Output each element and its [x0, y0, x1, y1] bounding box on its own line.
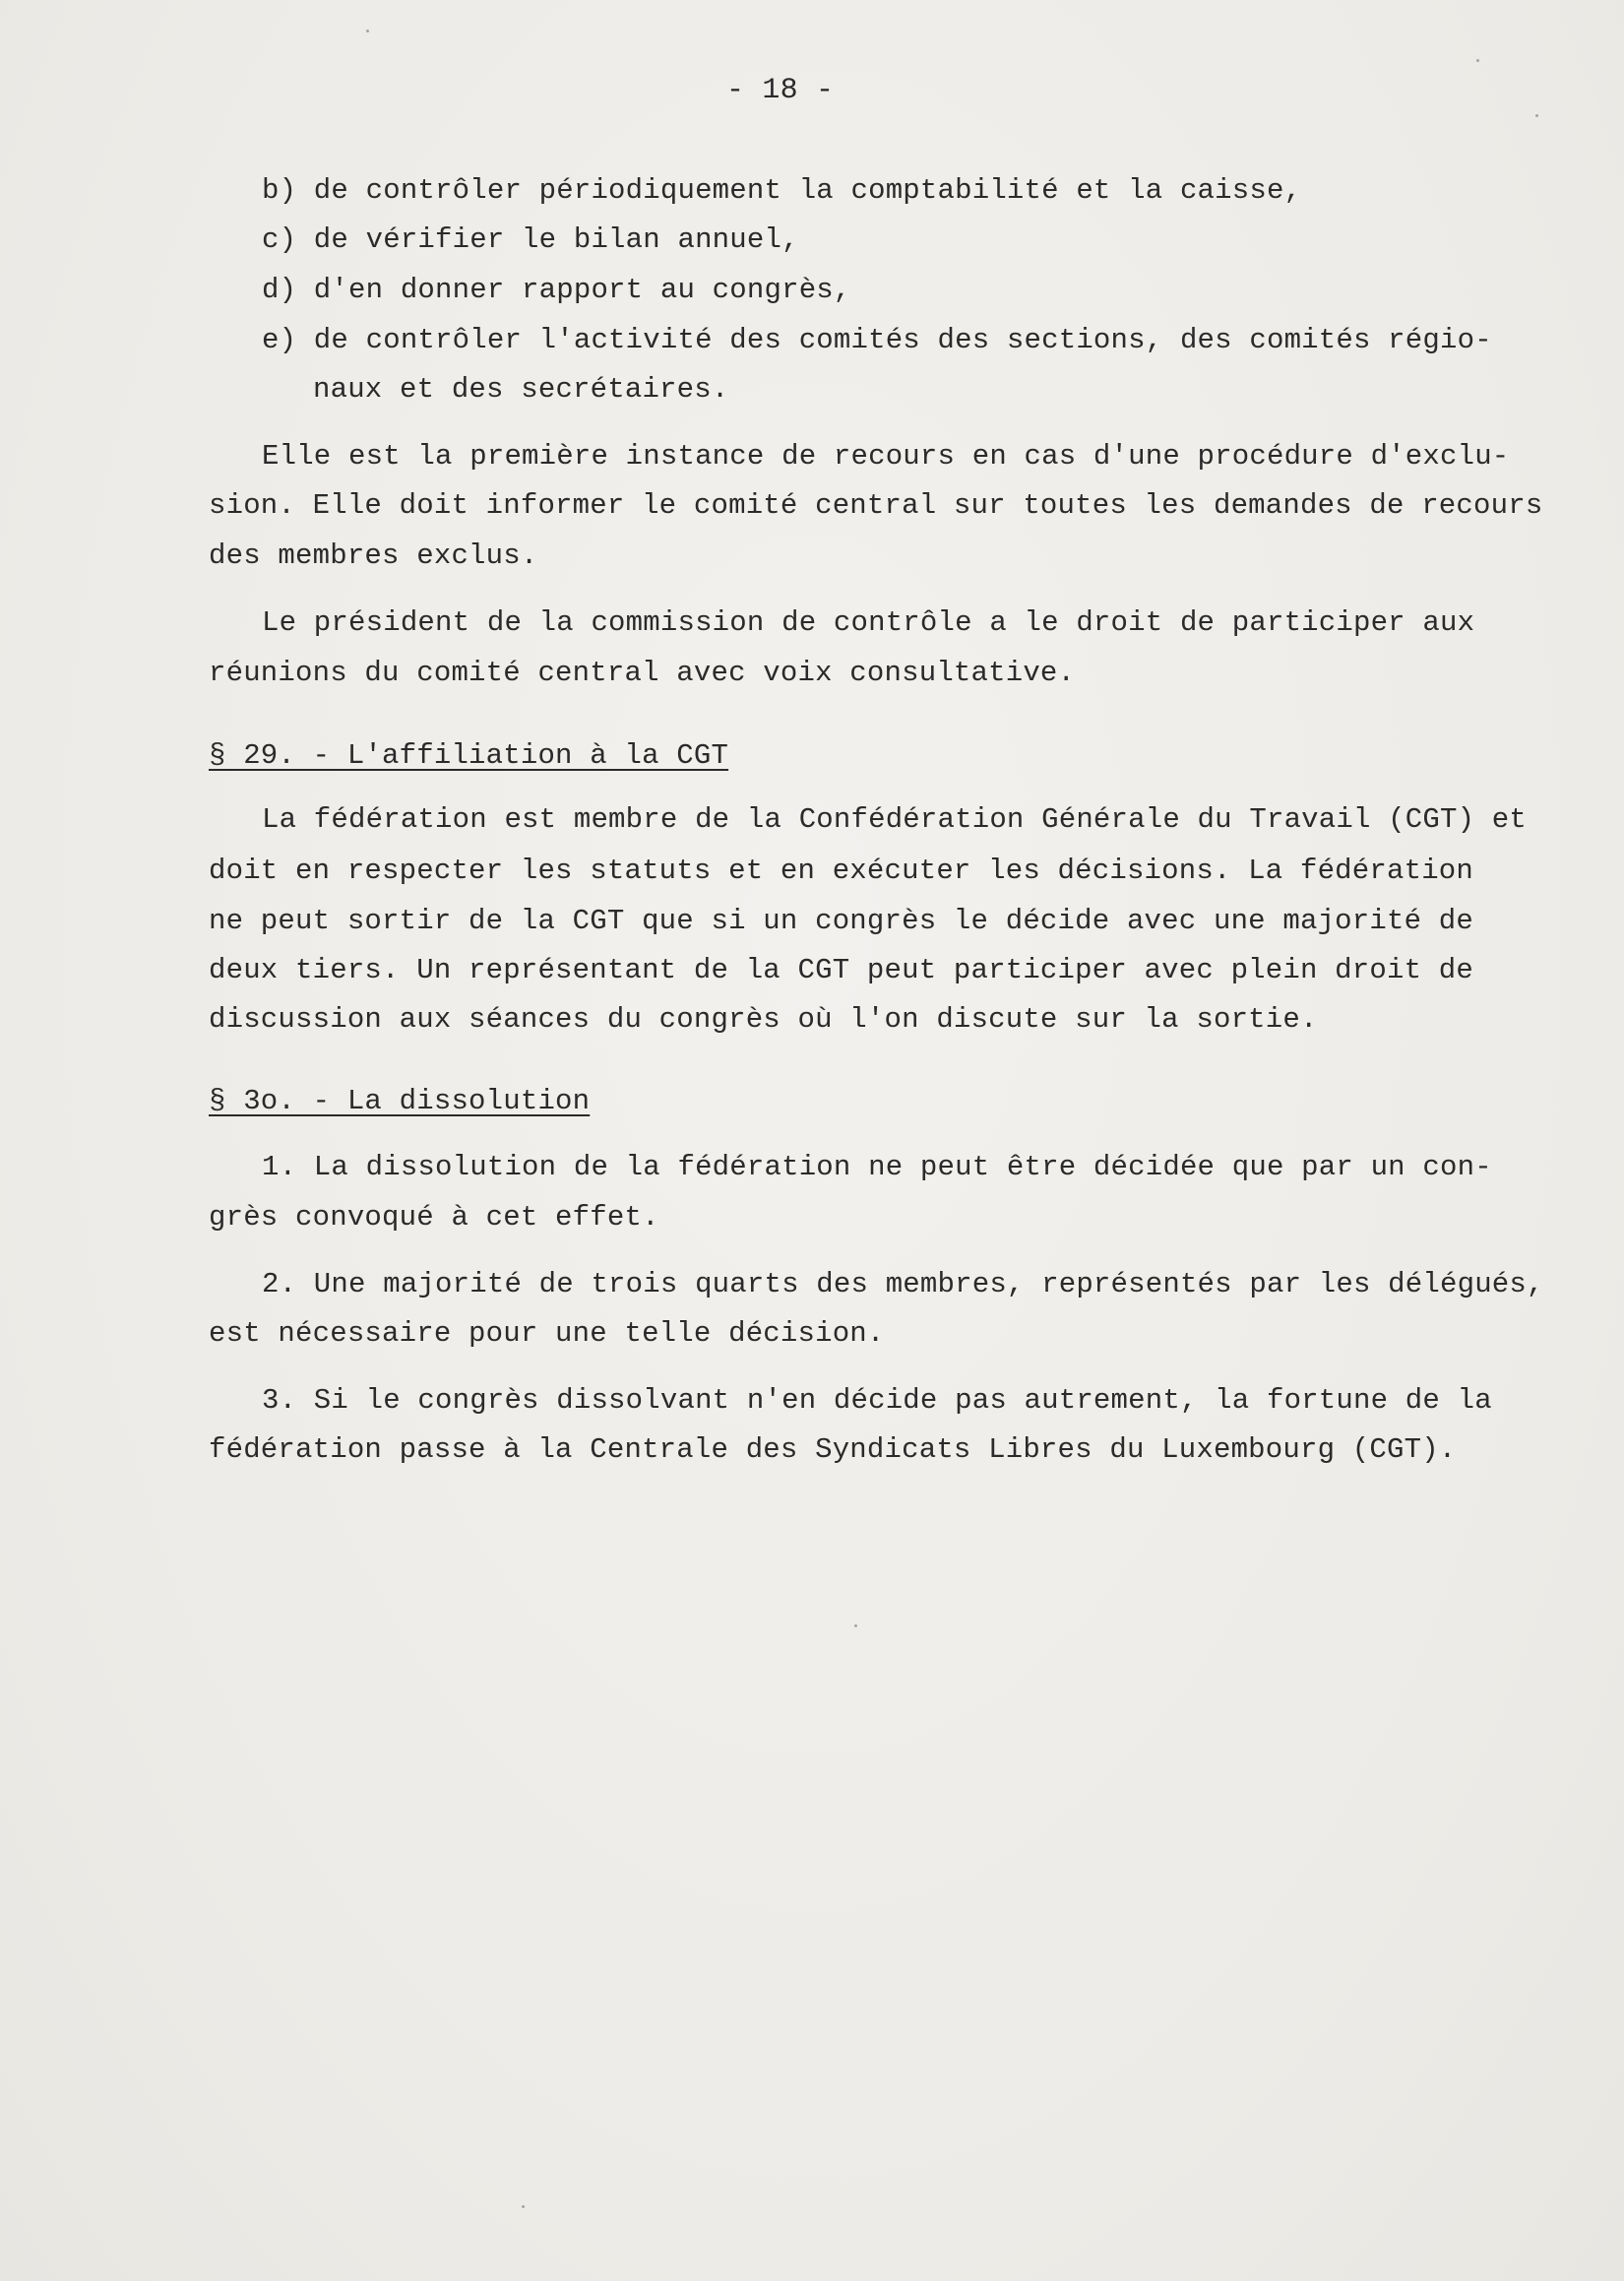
- paragraph-recours-line: des membres exclus.: [209, 539, 538, 572]
- paragraph-recours-line: sion. Elle doit informer le comité central sur toutes les demandes de recours: [209, 489, 1543, 522]
- section-30-point-2-continued: est nécessaire pour une telle décision.: [209, 1317, 885, 1350]
- paper-speck: [1476, 59, 1479, 62]
- section-29-line: ne peut sortir de la CGT que si un congrès le décide avec une majorité de: [209, 905, 1474, 937]
- paper-speck: [854, 1624, 857, 1627]
- section-30-heading: § 3o. - La dissolution: [209, 1085, 591, 1117]
- paragraph-president-line: Le président de la commission de contrôle a le droit de participer aux: [262, 606, 1475, 639]
- list-item-c: c) de vérifier le bilan annuel,: [262, 223, 799, 256]
- list-item-e-continued: naux et des secrétaires.: [313, 373, 729, 406]
- section-30-point-2: 2. Une majorité de trois quarts des membres, représentés par les délégués,: [262, 1268, 1544, 1300]
- section-29-line: doit en respecter les statuts et en exécuter les décisions. La fédération: [209, 855, 1474, 887]
- section-30-point-1-continued: grès convoqué à cet effet.: [209, 1201, 659, 1234]
- section-29-heading: § 29. - L'affiliation à la CGT: [209, 739, 729, 772]
- section-30-point-3: 3. Si le congrès dissolvant n'en décide pas autrement, la fortune de la: [262, 1384, 1492, 1417]
- list-item-b: b) de contrôler périodiquement la comptabilité et la caisse,: [262, 174, 1302, 207]
- paper-speck: [522, 2205, 525, 2208]
- paper-speck: [1535, 114, 1538, 117]
- section-29-line: La fédération est membre de la Confédération Générale du Travail (CGT) et: [262, 803, 1528, 836]
- paper-speck: [366, 30, 369, 32]
- section-30-point-1: 1. La dissolution de la fédération ne peut être décidée que par un con-: [262, 1151, 1492, 1183]
- section-29-line: deux tiers. Un représentant de la CGT peut participer avec plein droit de: [209, 954, 1474, 986]
- section-30-point-3-continued: fédération passe à la Centrale des Syndicats Libres du Luxembourg (CGT).: [209, 1433, 1457, 1466]
- list-item-e: e) de contrôler l'activité des comités des sections, des comités régio-: [262, 324, 1492, 356]
- paragraph-president-line: réunions du comité central avec voix consultative.: [209, 657, 1076, 689]
- paragraph-recours-line: Elle est la première instance de recours en cas d'une procédure d'exclu-: [262, 440, 1510, 473]
- section-29-line: discussion aux séances du congrès où l'on discute sur la sortie.: [209, 1003, 1318, 1036]
- page-number: - 18 -: [726, 74, 835, 107]
- list-item-d: d) d'en donner rapport au congrès,: [262, 274, 851, 306]
